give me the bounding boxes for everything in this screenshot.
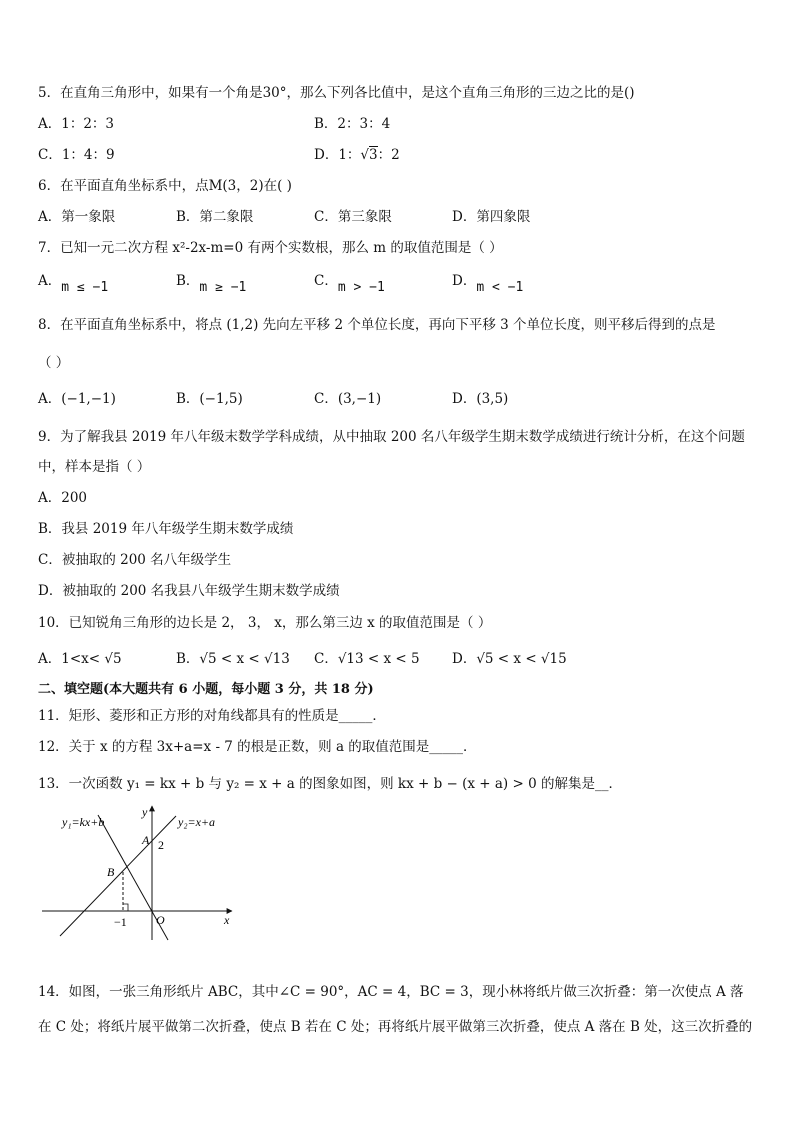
q11: 11．矩形、菱形和正方形的对角线都具有的性质是_____． <box>38 708 386 724</box>
q9-option-a: A．200 <box>38 490 88 506</box>
q6-stem: 6．在平面直角坐标系中，点M(3，2)在( ) <box>38 178 292 194</box>
q12: 12．关于 x 的方程 3x+a=x - 7 的根是正数，则 a 的取值范围是_____． <box>38 739 477 755</box>
q9-option-c: C．被抽取的 200 名八年级学生 <box>38 552 232 568</box>
q9-stem-line2: 中，样本是指（ ） <box>38 459 151 475</box>
q7-a-expr: m ≤ −1 <box>61 280 109 295</box>
q5-option-d <box>314 146 400 164</box>
q8-paren: （ ） <box>38 355 70 371</box>
label-x: x <box>224 913 230 927</box>
q10-option-a: A．1<x< √5 <box>38 651 122 667</box>
q7-b-label: B． <box>176 273 200 289</box>
right-angle-mark <box>123 904 128 911</box>
q10-option-b: B．√5 < x < √13 <box>176 651 290 667</box>
q7-option-c <box>314 272 385 295</box>
q7-c-expr: m > −1 <box>337 280 385 295</box>
q5-option-a: A．1：2：3 <box>38 116 115 132</box>
label-y1: y₁=kx+b <box>62 815 105 829</box>
q14-line2: 在 C 处；将纸片展平做第二次折叠，使点 B 若在 C 处；再将纸片展平做第三次折叠，使点 A 落在 B 处，这三次折叠的 <box>38 1019 753 1035</box>
q7-b-expr: m ≥ −1 <box>199 280 247 295</box>
q8-option-c: C．(3,−1) <box>314 391 382 407</box>
q7-d-label: D． <box>452 273 477 289</box>
q9-option-d: D．被抽取的 200 名我县八年级学生期末数学成绩 <box>38 583 340 599</box>
q5-option-d-root: 3 <box>369 147 378 163</box>
q7-stem: 7．已知一元二次方程 x²-2x-m=0 有两个实数根，那么 m 的取值范围是（ ） <box>38 240 503 256</box>
label-O: O <box>156 913 165 927</box>
q7-c-label: C． <box>314 273 338 289</box>
label-B: B <box>107 865 115 879</box>
q13-graph-figure <box>40 800 240 942</box>
label-minus1: −1 <box>114 915 127 929</box>
q5-option-d-prefix: D．1： <box>314 147 361 163</box>
q9-option-b: B．我县 2019 年八年级学生期末数学成绩 <box>38 521 294 537</box>
q6-option-b: B．第二象限 <box>176 209 254 225</box>
q5-stem: 5．在直角三角形中，如果有一个角是30°，那么下列各比值中，是这个直角三角形的三边之比的是() <box>38 85 635 101</box>
label-2: 2 <box>158 838 164 852</box>
q9-stem-line1: 9．为了解我县 2019 年八年级末数学学科成绩，从中抽取 200 名八年级学生期末数学成绩进行统计分析，在这个问题 <box>38 429 745 445</box>
sqrt-symbol: √ <box>360 147 370 163</box>
q13: 13．一次函数 y₁ = kx + b 与 y₂ = x + a 的图象如图，则 kx + b − (x + a) > 0 的解集是__． <box>38 776 622 792</box>
q8-option-a: A．(−1,−1) <box>38 391 116 407</box>
q7-option-b <box>176 272 247 295</box>
q10-option-c: C．√13 < x < 5 <box>314 651 420 667</box>
q10-stem: 10．已知锐角三角形的边长是 2， 3， x，那么第三边 x 的取值范围是（ ） <box>38 615 492 631</box>
q6-option-d: D．第四象限 <box>452 209 531 225</box>
q8-stem: 8．在平面直角坐标系中，将点 (1,2) 先向左平移 2 个单位长度，再向下平移 3 个单位长度，则平移后得到的点是 <box>38 317 716 333</box>
q7-a-label: A． <box>38 273 62 289</box>
q10-option-d: D．√5 < x < √15 <box>452 651 567 667</box>
q6-option-a: A．第一象限 <box>38 209 116 225</box>
q7-d-expr: m < −1 <box>476 280 524 295</box>
q5-option-c: C．1：4：9 <box>38 147 115 163</box>
q8-option-b: B．(−1,5) <box>176 391 243 407</box>
section-2-heading: 二、填空题(本大题共有 6 小题，每小题 3 分，共 18 分) <box>38 682 374 697</box>
label-y2: y₂=x+a <box>178 815 216 829</box>
q7-option-a <box>38 272 109 295</box>
label-A: A <box>142 833 150 847</box>
q6-option-c: C．第三象限 <box>314 209 392 225</box>
q14-line1: 14．如图，一张三角形纸片 ABC，其中∠C = 90°，AC = 4，BC = 3，现小林将纸片做三次折叠：第一次使点 A 落 <box>38 984 744 1000</box>
q5-option-d-suffix: ：2 <box>377 147 400 163</box>
label-y: y <box>142 805 148 819</box>
q5-option-b: B．2：3：4 <box>314 116 391 132</box>
q7-option-d <box>452 272 524 295</box>
q8-option-d: D．(3,5) <box>452 391 509 407</box>
